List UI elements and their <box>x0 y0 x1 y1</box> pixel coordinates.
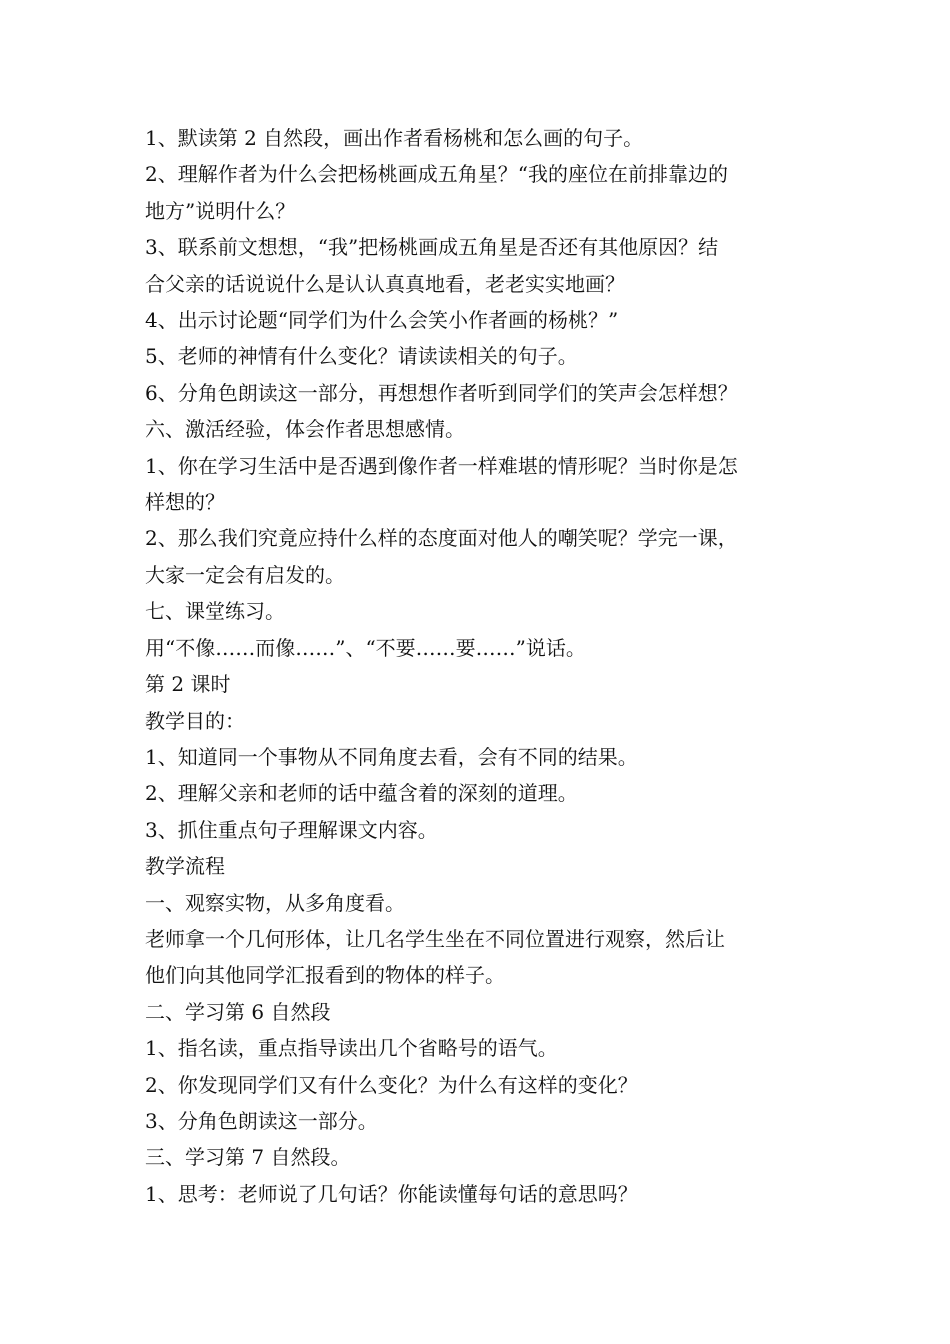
text-line: 样想的？ <box>145 490 225 515</box>
lesson-heading: 第 2 课时 <box>145 672 231 697</box>
text-line: 合父亲的话说说什么是认认真真地看，老老实实地画？ <box>145 271 625 296</box>
section-heading: 二、学习第 6 自然段 <box>145 999 331 1024</box>
text-line: 2、理解父亲和老师的话中蕴含着的深刻的道理。 <box>145 781 578 806</box>
section-heading: 六、激活经验，体会作者思想感情。 <box>145 417 465 442</box>
text-line: 3、联系前文想想，“我”把杨桃画成五角星是否还有其他原因？结 <box>145 235 719 260</box>
text-line: 2、理解作者为什么会把杨桃画成五角星？“我的座位在前排靠边的 <box>145 162 728 187</box>
text-line: 大家一定会有启发的。 <box>145 562 345 587</box>
section-heading: 一、观察实物，从多角度看。 <box>145 890 405 915</box>
text-line: 用“不像……而像……”、“不要……要……”说话。 <box>145 635 586 660</box>
text-line: 2、那么我们究竟应持什么样的态度面对他人的嘲笑呢？学完一课， <box>145 526 738 551</box>
text-line: 1、指名读，重点指导读出几个省略号的语气。 <box>145 1036 558 1061</box>
text-line: 3、抓住重点句子理解课文内容。 <box>145 817 438 842</box>
document-body <box>145 120 815 1212</box>
section-heading: 教学目的： <box>145 708 245 733</box>
text-line: 6、分角色朗读这一部分，再想想作者听到同学们的笑声会怎样想？ <box>145 380 738 405</box>
text-line: 地方”说明什么？ <box>145 198 296 223</box>
text-line: 1、你在学习生活中是否遇到像作者一样难堪的情形呢？当时你是怎 <box>145 453 738 478</box>
text-line: 2、你发现同学们又有什么变化？为什么有这样的变化？ <box>145 1072 638 1097</box>
text-line: 5、老师的神情有什么变化？请读读相关的句子。 <box>145 344 578 369</box>
text-line: 他们向其他同学汇报看到的物体的样子。 <box>145 963 505 988</box>
section-heading: 三、学习第 7 自然段。 <box>145 1145 351 1170</box>
text-line: 老师拿一个几何形体，让几名学生坐在不同位置进行观察，然后让 <box>145 926 725 951</box>
text-line: 1、思考：老师说了几句话？你能读懂每句话的意思吗？ <box>145 1181 638 1206</box>
section-heading: 七、课堂练习。 <box>145 599 285 624</box>
text-line: 1、默读第 2 自然段，画出作者看杨桃和怎么画的句子。 <box>145 126 644 150</box>
section-heading: 教学流程 <box>145 854 225 879</box>
text-line: 3、分角色朗读这一部分。 <box>145 1108 378 1133</box>
text-line: 4、出示讨论题“同学们为什么会笑小作者画的杨桃？” <box>145 308 619 333</box>
text-line: 1、知道同一个事物从不同角度去看，会有不同的结果。 <box>145 744 638 769</box>
